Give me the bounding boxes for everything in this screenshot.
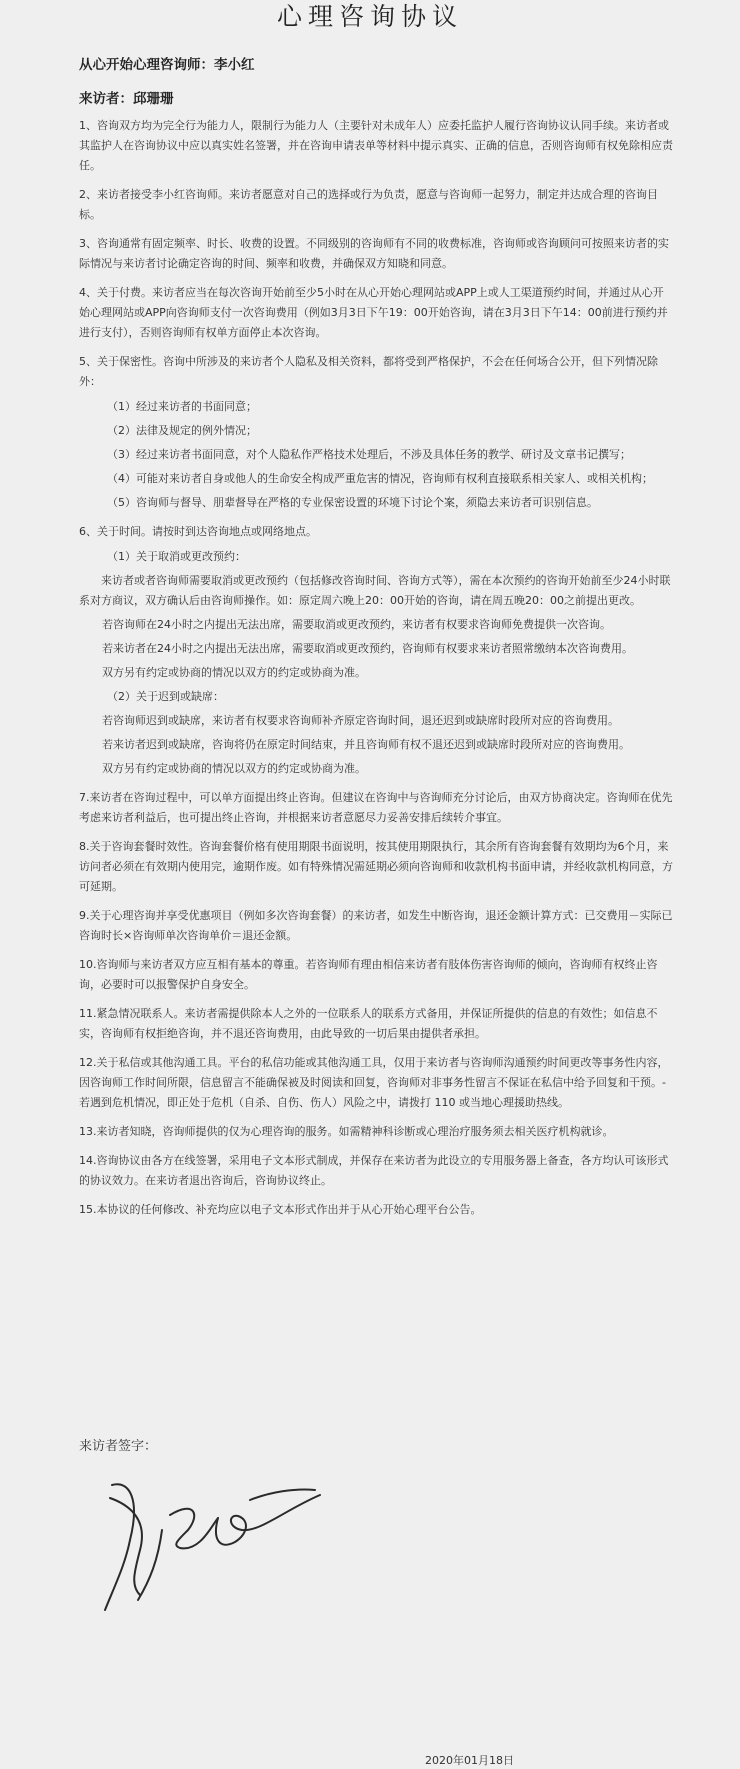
clause-9: 9.关于心理咨询并享受优惠项目（例如多次咨询套餐）的来访者，如发生中断咨询，退还金额计算方式：已交费用－实际已咨询时长×咨询师单次咨询单价＝退还金额。 <box>79 909 673 942</box>
handwritten-signature <box>100 1470 330 1620</box>
clause-12: 12.关于私信或其他沟通工具。平台的私信功能或其他沟通工具，仅用于来访者与咨询师沟通预约时间更改等事务性内容，因咨询师工作时间所限，信息留言不能确保被及时阅读和回复，咨询师对非事务性留言不保证在私信中给予回复和干预。- 若遇到危机情况，即正处于危机（自杀、自伤、伤人）风险之中，请拨打 110 或当地心理援助热线。 <box>79 1056 669 1109</box>
signature-label: 来访者签字： <box>79 1439 158 1454</box>
clause-5: 5、关于保密性。咨询中所涉及的来访者个人隐私及相关资料，都将受到严格保护，不会在任何场合公开，但下列情况除外： <box>79 355 658 388</box>
clause-6-sub-2-text: 双方另有约定或协商的情况以双方的约定或协商为准。 <box>102 762 366 775</box>
clause-5-item: （3）经过来访者书面同意，对个人隐私作严格技术处理后，不涉及具体任务的教学、研讨及文章书记撰写； <box>107 448 631 461</box>
clause-6-sub-1-text: 若咨询师在24小时之内提出无法出席，需要取消或更改预约，来访者有权要求咨询师免费提供一次咨询。 <box>102 618 611 631</box>
signature-date: 2020年01月18日 <box>425 1754 514 1767</box>
clause-5-item: （5）咨询师与督导、朋辈督导在严格的专业保密设置的环境下讨论个案，须隐去来访者可识别信息。 <box>107 496 598 509</box>
clause-3: 3、咨询通常有固定频率、时长、收费的设置。不同级别的咨询师有不同的收费标准，咨询师或咨询顾问可按照来访者的实际情况与来访者讨论确定咨询的时间、频率和收费，并确保双方知晓和同意。 <box>79 237 669 270</box>
clause-15: 15.本协议的任何修改、补充均应以电子文本形式作出并于从心开始心理平台公告。 <box>79 1203 482 1216</box>
clause-14: 14.咨询协议由各方在线签署，采用电子文本形式制成，并保存在来访者为此设立的专用服务器上备查，各方均认可该形式的协议效力。在来访者退出咨询后，咨询协议终止。 <box>79 1154 669 1187</box>
clause-11: 11.紧急情况联系人。来访者需提供除本人之外的一位联系人的联系方式备用，并保证所提供的信息的有效性；如信息不实，咨询师有权拒绝咨询，并不退还咨询费用，由此导致的一切后果由提供者承担。 <box>79 1007 658 1040</box>
clause-6-sub-1-text: 若来访者在24小时之内提出无法出席，需要取消或更改预约，咨询师有权要求来访者照常缴纳本次咨询费用。 <box>102 642 633 655</box>
agreement-body <box>79 116 673 1229</box>
counselor-line: 从心开始心理咨询师：李小红 <box>79 57 255 73</box>
clause-2: 2、来访者接受李小红咨询师。来访者愿意对自己的选择或行为负责，愿意与咨询师一起努力，制定并达成合理的咨询目标。 <box>79 188 658 221</box>
clause-6-sub-1-text: 双方另有约定或协商的情况以双方的约定或协商为准。 <box>102 666 366 679</box>
clause-6-sub-2-text: 若咨询师迟到或缺席，来访者有权要求咨询师补齐原定咨询时间，退还迟到或缺席时段所对应的咨询费用。 <box>102 714 619 727</box>
clause-6-sub-1-text: 来访者或者咨询师需要取消或更改预约（包括修改咨询时间、咨询方式等），需在本次预约的咨询开始前至少24小时联系对方商议，双方确认后由咨询师操作。如：原定周六晚上20：00开始的咨询，请在周五晚20：00之前提出更改。 <box>79 574 671 607</box>
clause-8: 8.关于咨询套餐时效性。咨询套餐价格有使用期限书面说明，按其使用期限执行，其余所有咨询套餐有效期均为6个月，来访问者必须在有效期内使用完，逾期作废。如有特殊情况需延期必须向咨询师和收款机构书面申请，并经收款机构同意，方可延期。 <box>79 840 673 893</box>
clause-5-item: （1）经过来访者的书面同意； <box>107 400 257 413</box>
clause-6-sub-2: （2）关于迟到或缺席： <box>107 690 224 703</box>
clause-5-item: （4）可能对来访者自身或他人的生命安全构成严重危害的情况，咨询师有权利直接联系相关家人、或相关机构； <box>107 472 653 485</box>
clause-6: 6、关于时间。请按时到达咨询地点或网络地点。 <box>79 525 317 538</box>
clause-1: 1、咨询双方均为完全行为能力人，限制行为能力人（主要针对未成年人）应委托监护人履行咨询协议认同手续。来访者或其监护人在咨询协议中应以真实姓名签署，并在咨询申请表单等材料中提示真实、正确的信息，否则咨询师有权免除相应责任。 <box>79 119 673 172</box>
clause-6-sub-2-text: 若来访者迟到或缺席，咨询将仍在原定时间结束，并且咨询师有权不退还迟到或缺席时段所对应的咨询费用。 <box>102 738 630 751</box>
clause-13: 13.来访者知晓，咨询师提供的仅为心理咨询的服务。如需精神科诊断或心理治疗服务须去相关医疗机构就诊。 <box>79 1125 614 1138</box>
document-title: 心理咨询协议 <box>276 2 463 31</box>
clause-4: 4、关于付费。来访者应当在每次咨询开始前至少5小时在从心开始心理网站或APP上或人工渠道预约时间，并通过从心开始心理网站或APP向咨询师支付一次咨询费用（例如3月3日下午19：00开始咨询，请在3月3日下午14：00前进行预约并进行支付），否则咨询师有权单方面停止本次咨询。 <box>79 286 668 339</box>
clause-10: 10.咨询师与来访者双方应互相有基本的尊重。若咨询师有理由相信来访者有肢体伤害咨询师的倾向，咨询师有权终止咨询，必要时可以报警保护自身安全。 <box>79 958 658 991</box>
visitor-line: 来访者：邱珊珊 <box>79 91 174 107</box>
clause-5-item: （2）法律及规定的例外情况； <box>107 424 257 437</box>
clause-6-sub-1: （1）关于取消或更改预约： <box>107 550 246 563</box>
clause-7: 7.来访者在咨询过程中，可以单方面提出终止咨询。但建议在咨询中与咨询师充分讨论后，由双方协商决定。咨询师在优先考虑来访者利益后，也可提出终止咨询，并根据来访者意愿尽力妥善安排后续转介事宜。 <box>79 791 673 824</box>
